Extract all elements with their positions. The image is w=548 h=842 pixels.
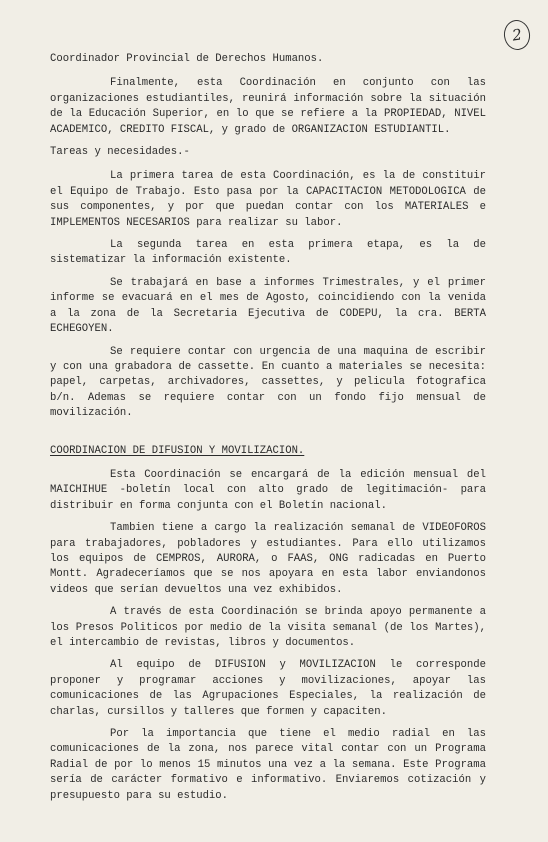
paragraph-political-prisoners: A través de esta Coordinación se brinda apoyo permanente a los Presos Politicos por medio de la visita semanal (de los Martes), el intercambio de revistas, libros y documentos. xyxy=(50,606,486,649)
paragraph-first-task: La primera tarea de esta Coordinación, es la de constituir el Equipo de Trabajo. Esto pasa por la CAPACITACION METODOLOGICA de sus componentes, y por que puedan contar con los MATERIALES e IMPLEMENTOS NECESARIOS para realizar su labor. xyxy=(50,170,486,229)
paragraph-radio-program: Por la importancia que tiene el medio radial en las comunicaciones de la zona, nos parece vital contar con un Programa Radial de por lo menos 15 minutos una vez a la semana. Este Programa sería de carácter formativo e informativo. Enviaremos cotización y presupuesto para su estudio. xyxy=(50,728,486,802)
paragraph-materials: Se requiere contar con urgencia de una maquina de escribir y con una grabadora de cassette. En cuanto a materiales se necesita: papel, carpetas, archivadores, cassettes, y pelicula fotografica b/n. Ademas se requiere contar con un fondo fijo mensual de movilización. xyxy=(50,345,486,420)
page-number: 2 xyxy=(502,18,532,51)
paragraph-bulletin: Esta Coordinación se encargará de la edición mensual del MAICHIHUE -boletín local con alto grado de legitimación- para distribuir en forma conjunta con el Boletín nacional. xyxy=(50,468,486,512)
section-heading: COORDINACION DE DIFUSION Y MOVILIZACION. xyxy=(50,444,305,457)
tareas-heading: Tareas y necesidades.- xyxy=(50,146,190,159)
opening-line: Coordinador Provincial de Derechos Humanos. xyxy=(50,53,324,65)
document-body xyxy=(50,52,486,811)
paragraph-reports: Se trabajará en base a informes Trimestrales, y el primer informe se evacuará en el mes de Agosto, coincidiendo con la venida a la zona de la Secretaria Ejecutiva de CODEPU, la cra. BERTA ECHEGOYEN. xyxy=(50,276,486,336)
paragraph-education: Finalmente, esta Coordinación en conjunto con las organizaciones estudiantiles, reunirá información sobre la situación de la Educación Superior, en lo que se refiere a la PROPIEDAD, NIVEL ACADEMICO, CREDITO FISCAL, y grado de ORGANIZACION ESTUDIANTIL. xyxy=(50,77,486,136)
paragraph-second-task: La segunda tarea en esta primera etapa, es la de sistematizar la información existente. xyxy=(50,239,486,267)
paragraph-team-duties: Al equipo de DIFUSION y MOVILIZACION le corresponde proponer y programar acciones y movilizaciones, apoyar las comunicaciones de las Agrupaciones Especiales, la realización de charlas, cursillos y talleres que formen y capaciten. xyxy=(50,659,486,718)
paragraph-videoforos: Tambien tiene a cargo la realización semanal de VIDEOFOROS para trabajadores, pobladores y estudiantes. Para ello utilizamos los equipos de CEMPROS, AURORA, o FAAS, ONG radicadas en Puerto Montt. Agradeceríamos que se nos apoyara en esta labor enviandonos videos que serían devueltos una vez exhibidos. xyxy=(50,522,486,596)
